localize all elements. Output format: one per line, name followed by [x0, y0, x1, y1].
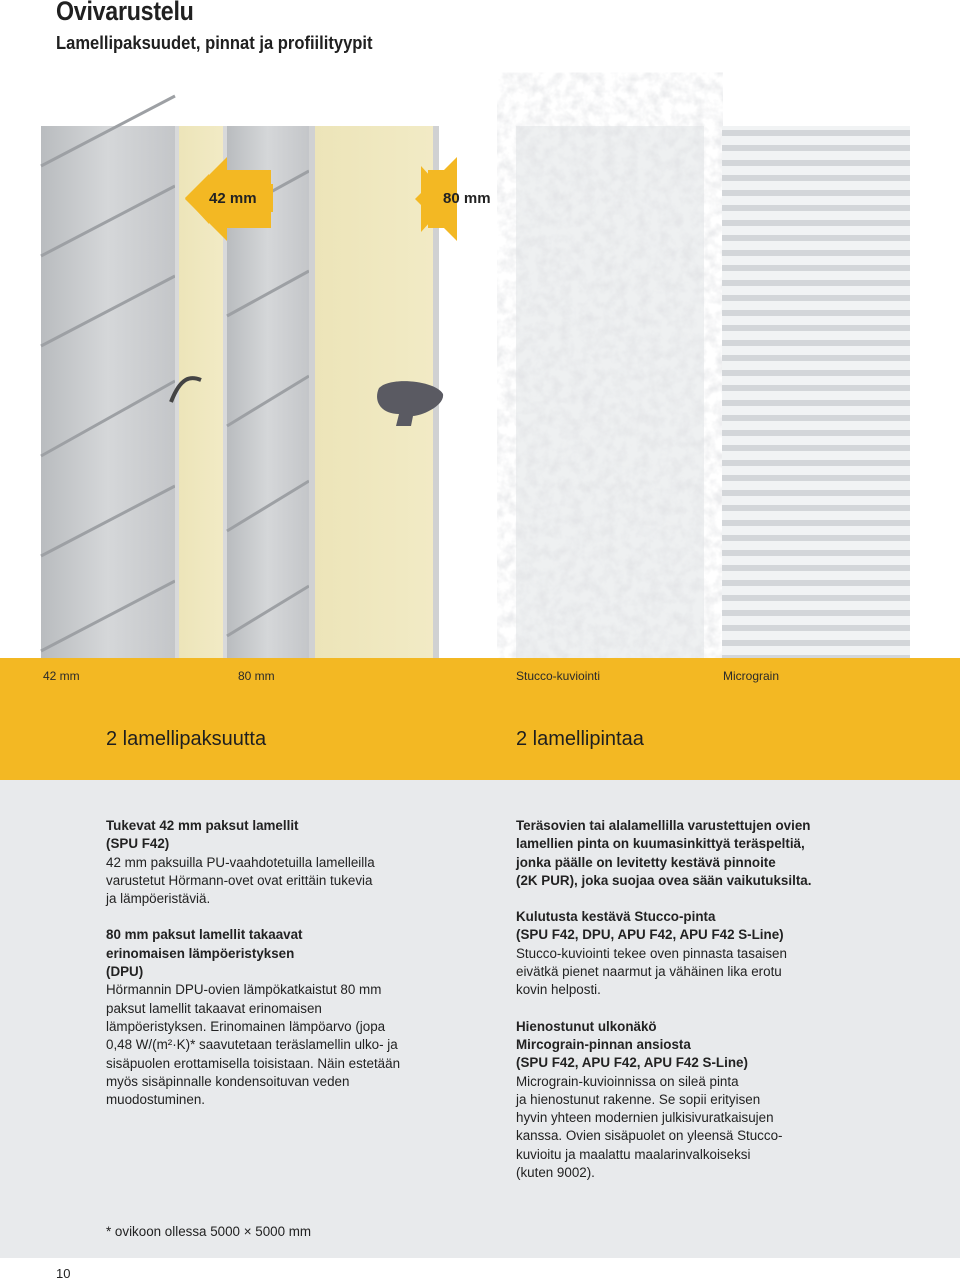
heading-surfaces: 2 lamellipintaa [516, 728, 644, 750]
micrograin-texture-image [722, 126, 910, 658]
caption-strip [0, 658, 960, 780]
page-number: 10 [56, 1266, 71, 1281]
panel-thickness-image [41, 126, 491, 658]
line: muodostuminen. [106, 1092, 205, 1108]
line: hyvin yhteen modernien julkisivuratkaisujen [516, 1110, 774, 1126]
line: Mircograin-pinnan ansiosta [516, 1036, 691, 1052]
heading-thicknesses: 2 lamellipaksuutta [106, 728, 267, 750]
page-title: Ovivarustelu [56, 0, 194, 26]
arrow-42-label: 42 mm [209, 190, 257, 207]
line: paksut lamellit takaavat erinomaisen [106, 1000, 322, 1016]
line: Hienostunut ulkonäkö [516, 1018, 657, 1034]
line: (kuten 9002). [516, 1165, 595, 1181]
line: ja hienostunut rakenne. Se sopii erityisen [516, 1091, 761, 1107]
line: (DPU) [106, 964, 144, 980]
line: 80 mm paksut lamellit takaavat [106, 927, 303, 943]
stucco-texture-image [516, 126, 704, 658]
line: (SPU F42, DPU, APU F42, APU F42 S-Line) [516, 927, 784, 943]
line: (2K PUR), joka suojaa ovea sään vaikutuksilta. [516, 872, 812, 888]
page-subtitle: Lamellipaksuudet, pinnat ja profiilityypit [56, 33, 373, 53]
line: Teräsovien tai alalamellilla varustettujen ovien [516, 818, 811, 833]
line: myös sisäpinnalle kondensoituvan veden [106, 1073, 350, 1089]
line: jonka päälle on levitetty kestävä pinnoite [516, 854, 776, 870]
line: Micrograin-kuvioinnissa on sileä pinta [516, 1073, 739, 1089]
right-column [516, 817, 856, 1200]
line: 0,48 W/(m²·K)* saavutetaan teräslamellin ulko- ja [106, 1037, 398, 1053]
line: varustetut Hörmann-ovet ovat erittäin tukevia [106, 872, 373, 888]
line: Tukevat 42 mm paksut lamellit [106, 818, 299, 833]
line: kanssa. Ovien sisäpuolet on yleensä Stucco- [516, 1128, 783, 1144]
line: Kulutusta kestävä Stucco-pinta [516, 909, 716, 925]
line: Hörmannin DPU-ovien lämpökatkaistut 80 mm [106, 982, 382, 998]
caption-stucco: Stucco-kuviointi [516, 669, 601, 683]
line: kuvioitu ja maalattu maalarinvalkoiseksi [516, 1146, 751, 1162]
line: ja lämpöeristäviä. [106, 891, 211, 907]
caption-42mm: 42 mm [43, 669, 80, 683]
line: erinomaisen lämpöeristyksen [106, 945, 295, 961]
left-column [106, 817, 446, 1127]
line: (SPU F42) [106, 836, 170, 852]
line: sisäpuolen erottamisella toisistaan. Näin estetään [106, 1055, 401, 1071]
arrow-80-label: 80 mm [443, 190, 491, 207]
line: (SPU F42, APU F42, APU F42 S-Line) [516, 1055, 748, 1071]
line: lämpöeristyksen. Erinomainen lämpöarvo (jopa [106, 1018, 386, 1034]
line: 42 mm paksuilla PU-vaahdotetuilla lamelleilla [106, 854, 375, 870]
caption-80mm: 80 mm [238, 669, 275, 683]
line: Stucco-kuviointi tekee oven pinnasta tasaisen [516, 945, 787, 961]
line: kovin helposti. [516, 982, 601, 998]
line: eivätkä pienet naarmut ja vähäinen lika erotu [516, 964, 782, 980]
caption-micrograin: Micrograin [723, 669, 780, 683]
footnote: * ovikoon ollessa 5000 × 5000 mm [106, 1224, 312, 1239]
line: lamellien pinta on kuumasinkittyä teräspeltiä, [516, 836, 805, 852]
